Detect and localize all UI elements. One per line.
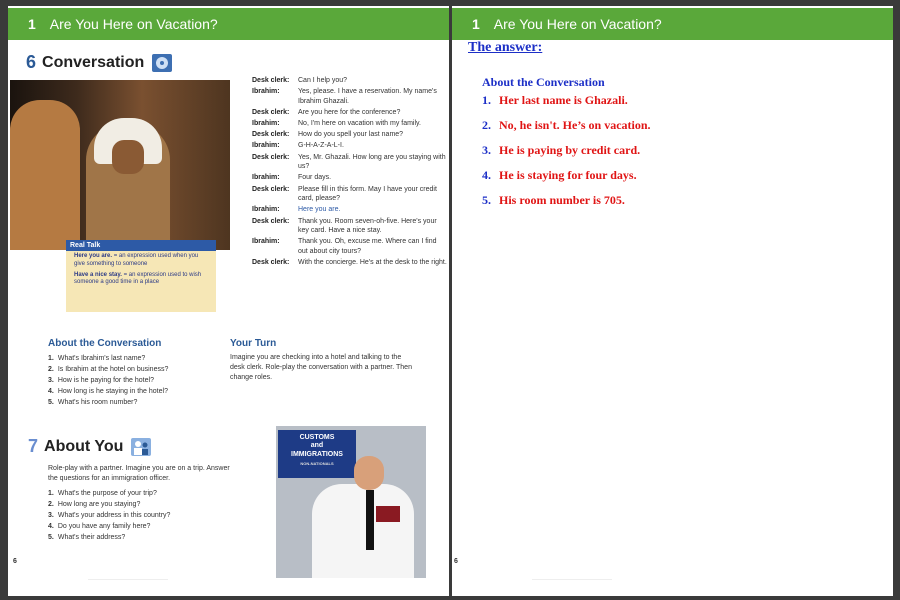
dialog-row	[252, 76, 448, 86]
answer-number: 4.	[482, 168, 491, 182]
officer-head	[354, 456, 384, 490]
unit-header	[452, 8, 893, 40]
textbook-page-left	[8, 6, 449, 596]
unit-number: 1	[472, 16, 480, 32]
question-number: 5.	[48, 399, 54, 407]
dialog-line: Can I help you?	[298, 77, 348, 84]
audio-cd-icon	[152, 54, 172, 72]
dialog-line: Thank you. Oh, excuse me. Where can I find out about city tours?	[298, 238, 437, 255]
dialog-speaker: Desk clerk:	[252, 77, 290, 84]
answer-item	[482, 193, 651, 218]
dialog-line: Are you here for the conference?	[298, 108, 401, 116]
section-title: About You	[44, 437, 124, 455]
question-number: 3.	[48, 512, 54, 520]
dialog-row	[252, 87, 448, 106]
answer-number: 1.	[482, 93, 491, 107]
list-item-text: Do you have any family here?	[57, 523, 151, 531]
list-item-text: What's your address in this country?	[57, 512, 171, 520]
list-item-text: How long are you staying?	[57, 501, 141, 509]
about-you-heading	[28, 436, 151, 457]
answer-item	[482, 143, 651, 168]
dialog-speaker: Desk clerk:	[252, 153, 290, 161]
section-number: 7	[28, 436, 39, 456]
your-turn-text: Imagine you are checking into a hotel and talking to the desk clerk. Role-play the conversation with a partner. Then change roles.	[230, 354, 412, 382]
unit-header	[8, 8, 449, 40]
list-item	[48, 364, 168, 375]
customs-sign	[278, 430, 356, 478]
dialog-row	[252, 185, 448, 204]
dialog-speaker: Ibrahim:	[252, 206, 280, 214]
question-number: 4.	[48, 523, 54, 531]
dialog-line: G-H-A-Z-A-L-I.	[298, 142, 344, 150]
list-item-text: How long is he staying in the hotel?	[57, 388, 168, 396]
list-item	[48, 353, 168, 364]
dialog-row	[252, 119, 448, 129]
about-conversation-questions	[48, 353, 168, 408]
dialog-row	[252, 173, 448, 183]
pair-work-icon	[131, 438, 151, 456]
section-title: Conversation	[42, 53, 145, 71]
dialog-speaker: Ibrahim:	[252, 238, 280, 246]
dialog-speaker: Ibrahim:	[252, 142, 280, 150]
list-item	[48, 532, 170, 543]
answer-item	[482, 93, 651, 118]
conversation-dialog	[252, 76, 448, 269]
list-item-text: How is he paying for the hotel?	[57, 377, 154, 385]
list-item	[48, 488, 170, 499]
question-number: 4.	[48, 388, 54, 396]
answer-number: 5.	[482, 193, 491, 207]
list-item	[48, 499, 170, 510]
dialog-row	[252, 258, 448, 268]
dialog-speaker: Desk clerk:	[252, 217, 290, 225]
about-you-questions	[48, 488, 170, 543]
list-item-text: What's Ibrahim's last name?	[57, 355, 146, 362]
sign-text: CUSTOMS	[299, 434, 335, 441]
section-number: 6	[26, 52, 37, 72]
real-talk-item	[66, 270, 216, 289]
unit-title: Are You Here on Vacation?	[49, 16, 218, 32]
answer-item	[482, 168, 651, 193]
dialog-line: No, I'm here on vacation with my family.	[298, 120, 421, 128]
list-item	[48, 386, 168, 397]
your-turn-heading: Your Turn	[230, 338, 277, 349]
about-conversation-heading: About the Conversation	[48, 338, 162, 349]
real-talk-term: Have a nice stay.	[74, 271, 122, 278]
unit-title: Are You Here on Vacation?	[493, 16, 662, 32]
dialog-line: With the concierge. He's at the desk to the right.	[298, 259, 447, 267]
dialog-row	[252, 153, 448, 172]
immigration-officer-photo	[276, 426, 426, 578]
dialog-line: How do you spell your last name?	[298, 131, 404, 139]
dialog-line: Please fill in this form. May I have your credit card, please?	[298, 185, 437, 203]
dialog-speaker: Desk clerk:	[252, 185, 290, 193]
answer-text: Her last name is Ghazali.	[499, 93, 628, 107]
dialog-row	[252, 237, 448, 256]
real-talk-box	[66, 240, 216, 312]
sign-subtext: NON-NATIONALS	[300, 461, 334, 467]
dialog-row	[252, 205, 448, 215]
sign-text: IMMIGRATIONS	[291, 450, 343, 458]
dialog-line: Yes, Mr. Ghazali. How long are you staying with us?	[298, 153, 446, 171]
question-number: 2.	[48, 366, 54, 374]
list-item-text: What's their address?	[57, 534, 126, 542]
dialog-line: Yes, please. I have a reservation. My name's Ibrahim Ghazali.	[298, 88, 437, 105]
dialog-speaker: Desk clerk:	[252, 259, 290, 267]
sign-text: and	[310, 442, 324, 450]
unit-number: 1	[28, 16, 36, 32]
question-number: 2.	[48, 501, 54, 509]
dialog-line: Four days.	[298, 174, 332, 182]
list-item-text: Is Ibrahim at the hotel on business?	[57, 366, 169, 374]
officer-tie	[366, 490, 374, 550]
passport	[376, 506, 400, 522]
list-item-text: What's the purpose of your trip?	[57, 490, 157, 497]
real-talk-item	[66, 251, 216, 270]
answer-text: His room number is 705.	[499, 193, 625, 207]
answer-text: He is staying for four days.	[499, 168, 637, 182]
real-talk-term: Here you are.	[74, 253, 113, 259]
dialog-speaker: Desk clerk:	[252, 131, 290, 139]
list-item-text: What's his room number?	[57, 399, 138, 407]
dialog-line: Thank you. Room seven-oh-five. Here's your key card. Have a nice stay.	[298, 217, 437, 235]
real-talk-definition: = an expression used when you give something to someone	[74, 253, 199, 267]
dialog-row	[252, 141, 448, 151]
question-number: 3.	[48, 377, 54, 385]
footer-rule	[532, 579, 612, 580]
dialog-row	[252, 130, 448, 140]
dialog-speaker: Ibrahim:	[252, 88, 280, 96]
real-talk-title: Real Talk	[66, 240, 216, 251]
answer-number: 2.	[482, 118, 491, 132]
question-number: 1.	[48, 490, 54, 497]
list-item	[48, 510, 170, 521]
question-number: 5.	[48, 534, 54, 542]
officer-figure	[312, 484, 414, 578]
answer-number: 3.	[482, 143, 491, 157]
answer-item	[482, 118, 651, 143]
hotel-checkin-photo	[10, 80, 230, 250]
dialog-row	[252, 108, 448, 118]
answer-text: He is paying by credit card.	[499, 143, 641, 157]
dialog-row	[252, 217, 448, 236]
list-item	[48, 397, 168, 408]
question-number: 1.	[48, 355, 54, 362]
answer-list	[482, 93, 651, 218]
answer-title: The answer:	[468, 40, 543, 55]
footer-rule	[88, 579, 168, 580]
answer-text: No, he isn't. He’s on vacation.	[499, 118, 651, 132]
real-talk-definition: = an expression used to wish someone a good time in a place	[74, 271, 202, 286]
page-number: 6	[13, 558, 17, 565]
dialog-speaker: Desk clerk:	[252, 108, 290, 116]
dialog-speaker: Ibrahim:	[252, 120, 280, 128]
about-you-intro: Role-play with a partner. Imagine you are on a trip. Answer the questions for an immigration officer.	[48, 465, 230, 483]
desk-clerk-figure	[10, 100, 80, 250]
dialog-speaker: Ibrahim:	[252, 174, 280, 182]
answer-page-right	[452, 6, 893, 596]
dialog-line: Here you are.	[298, 206, 341, 214]
page-number: 6	[454, 558, 458, 565]
answer-section-heading: About the Conversation	[482, 75, 605, 89]
list-item	[48, 521, 170, 532]
guest-face	[112, 140, 144, 174]
conversation-heading	[26, 52, 172, 73]
list-item	[48, 375, 168, 386]
